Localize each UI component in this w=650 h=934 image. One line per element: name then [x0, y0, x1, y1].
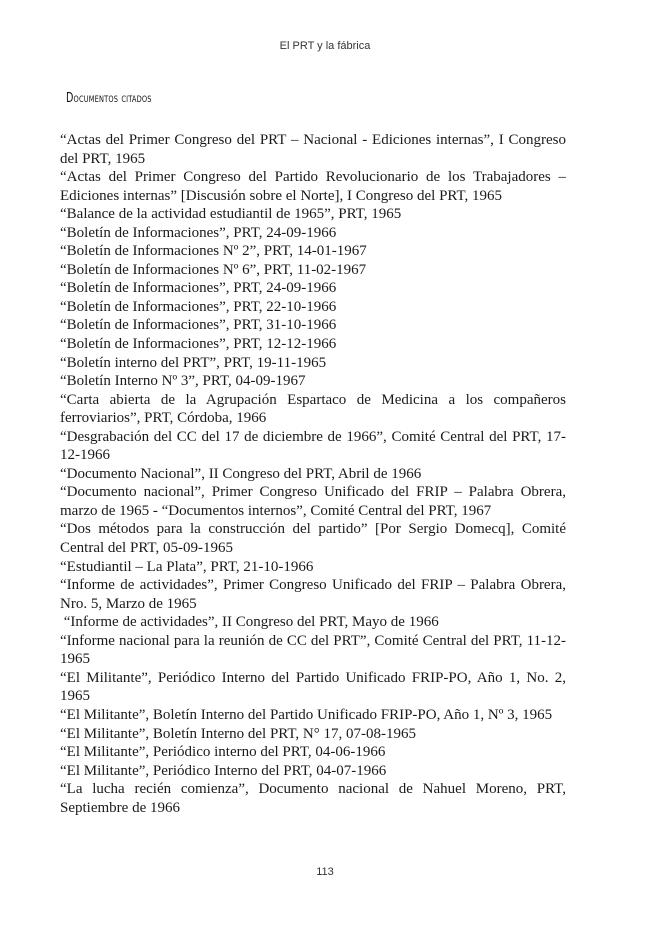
reference-item: “Boletín de Informaciones”, PRT, 12-12-1966: [60, 336, 337, 353]
reference-item: “Balance de la actividad estudiantil de 1965”, PRT, 1965: [60, 206, 402, 223]
reference-item: “Boletín de Informaciones Nº 6”, PRT, 11-02-1967: [60, 261, 367, 278]
reference-item: “Informe de actividades”, II Congreso del PRT, Mayo de 1966: [60, 614, 439, 631]
reference-item: “Documento Nacional”, II Congreso del PRT, Abril de 1966: [60, 465, 422, 482]
reference-item: “El Militante”, Periódico interno del PRT, 04-06-1966: [60, 744, 386, 761]
page-number: 113: [316, 866, 334, 878]
reference-item: “Actas del Primer Congreso del Partido Revolucionario de los Trabajadores – Ediciones internas” [Discusión sobre el Norte], I Congreso del PRT, 1965: [60, 169, 566, 204]
running-header: El PRT y la fábrica: [279, 40, 371, 52]
reference-item: “El Militante”, Boletín Interno del Partido Unificado FRIP-PO, Año 1, Nº 3, 1965: [60, 706, 553, 723]
reference-list: [60, 131, 566, 817]
reference-item: “Boletín Interno Nº 3”, PRT, 04-09-1967: [60, 373, 306, 390]
reference-item: “Documento nacional”, Primer Congreso Unificado del FRIP – Palabra Obrera, marzo de 1965 - “Documentos internos”, Comité Central del PRT, 1967: [60, 484, 566, 519]
reference-item: “El Militante”, Periódico Interno del PRT, 04-07-1966: [60, 762, 387, 779]
reference-item: “Boletín de Informaciones”, PRT, 24-09-1966: [60, 280, 337, 297]
section-title: Documentos citados: [66, 91, 152, 106]
reference-item: “Estudiantil – La Plata”, PRT, 21-10-1966: [60, 558, 314, 575]
reference-item: “Dos métodos para la construcción del partido” [Por Sergio Domecq], Comité Central del PRT, 05-09-1965: [60, 521, 566, 557]
reference-item: “La lucha recién comienza”, Documento nacional de Nahuel Moreno, PRT, Septiembre de 1966: [60, 781, 566, 816]
reference-item: “El Militante”, Periódico Interno del Partido Unificado FRIP-PO, Año 1, No. 2, 1965: [60, 669, 566, 705]
reference-item: “Boletín de Informaciones”, PRT, 22-10-1966: [60, 298, 337, 315]
reference-item: “Desgrabación del CC del 17 de diciembre de 1966”, Comité Central del PRT, 17-12-1966: [60, 428, 566, 464]
reference-item: “El Militante”, Boletín Interno del PRT, N° 17, 07-08-1965: [60, 725, 417, 742]
reference-item: “Actas del Primer Congreso del PRT – Nacional - Ediciones internas”, I Congreso del PRT, 1965: [60, 132, 566, 167]
reference-item: “Boletín de Informaciones”, PRT, 31-10-1966: [60, 317, 337, 334]
reference-item: “Boletín de Informaciones”, PRT, 24-09-1966: [60, 224, 337, 241]
reference-item: “Boletín de Informaciones Nº 2”, PRT, 14-01-1967: [60, 243, 367, 260]
reference-item: “Boletín interno del PRT”, PRT, 19-11-1965: [60, 354, 327, 371]
reference-item: “Informe nacional para la reunión de CC del PRT”, Comité Central del PRT, 11-12-1965: [60, 632, 566, 668]
reference-item: “Informe de actividades”, Primer Congreso Unificado del FRIP – Palabra Obrera, Nro. 5, Marzo de 1965: [60, 577, 566, 612]
reference-item: “Carta abierta de la Agrupación Espartaco de Medicina a los compañeros ferroviarios”, PRT, Córdoba, 1966: [60, 391, 566, 427]
